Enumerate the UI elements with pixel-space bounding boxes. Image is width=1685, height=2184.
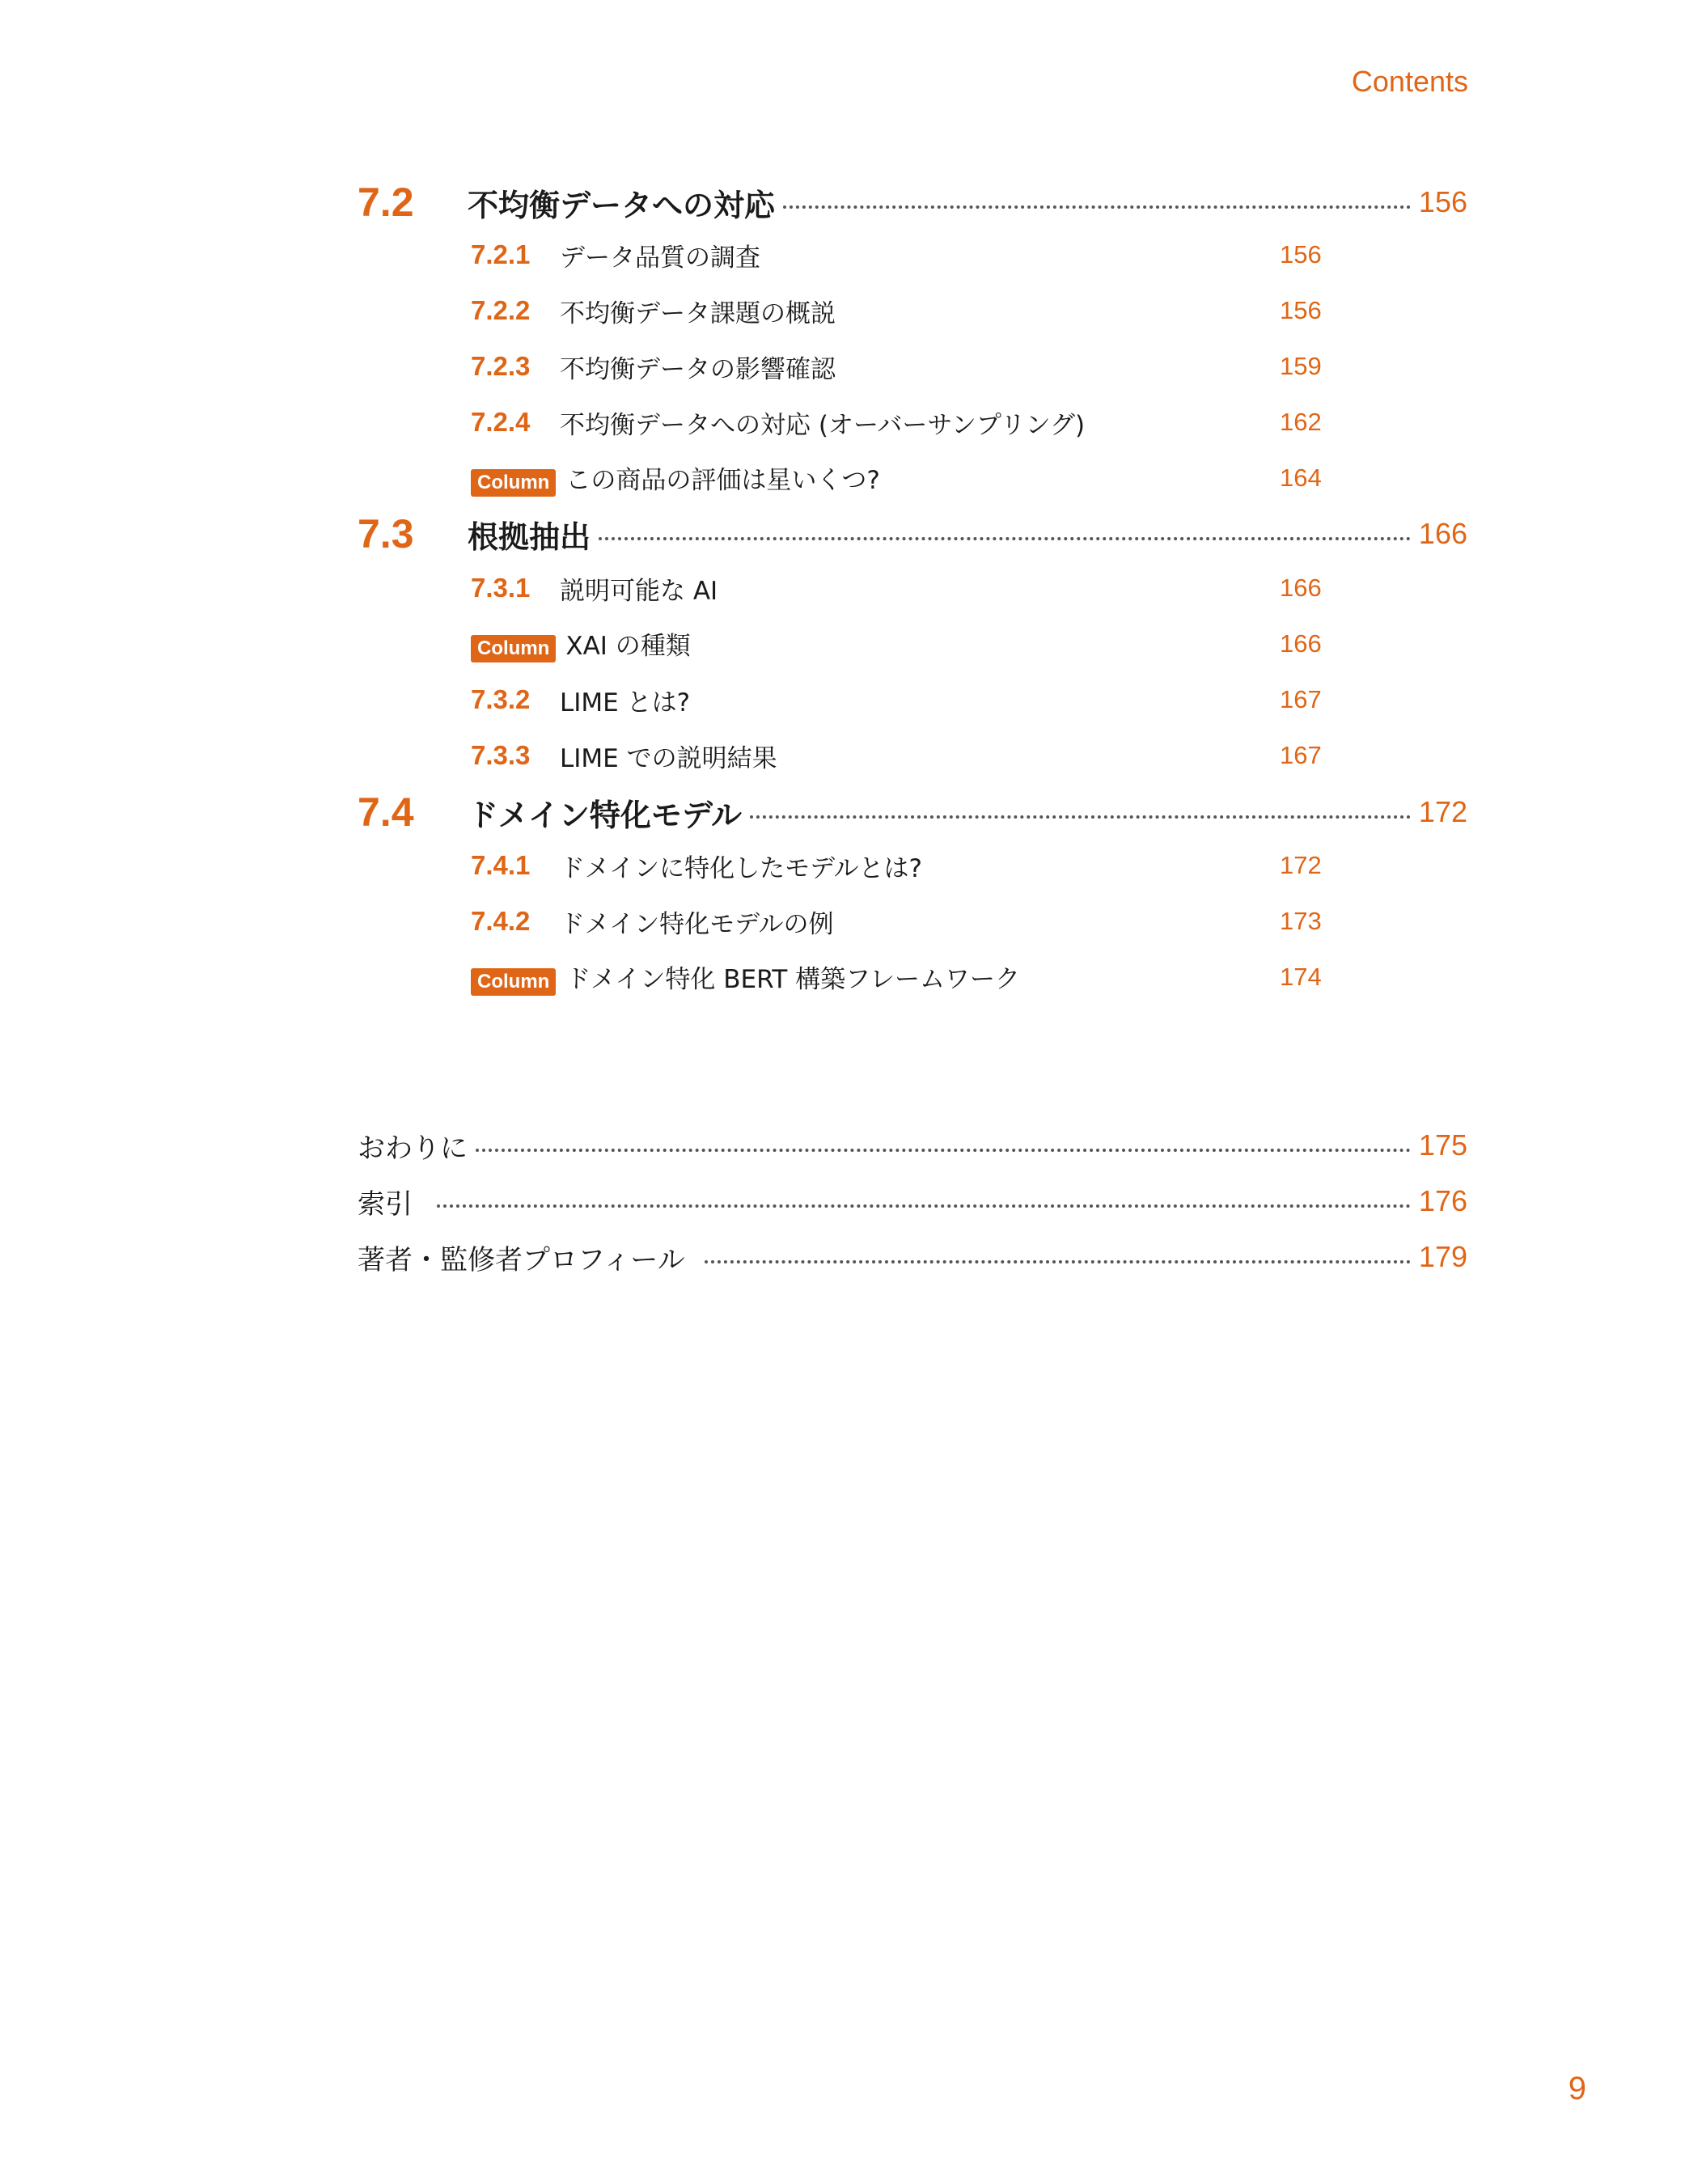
entry-title: 不均衡データの影響確認 (560, 354, 836, 384)
entry-number: 7.4.2 (471, 906, 531, 936)
entry-title: LIME とは? (560, 688, 691, 717)
entry-number: 7.2.2 (471, 295, 531, 325)
dot-leader (476, 1149, 1411, 1152)
section-page: 156 (1418, 185, 1467, 218)
dot-leader (599, 537, 1411, 540)
dot-leader (437, 1204, 1411, 1208)
entry-number: 7.2.3 (471, 351, 531, 381)
entry-page: 159 (1280, 352, 1322, 380)
backmatter-title: 索引 (358, 1187, 413, 1221)
page-number: 9 (1568, 2071, 1586, 2106)
toc-entry-7-4-1[interactable] (471, 845, 1328, 886)
entry-title: ドメイン特化モデルの例 (560, 909, 834, 939)
entry-page: 173 (1280, 907, 1322, 935)
entry-number: 7.2.4 (471, 407, 531, 437)
section-page: 166 (1418, 517, 1467, 550)
entry-title: ドメインに特化したモデルとは? (560, 853, 922, 883)
entry-number: 7.3.3 (471, 740, 531, 770)
entry-title: 説明可能な AI (560, 576, 718, 606)
backmatter-page: 179 (1418, 1240, 1467, 1273)
toc-column-entry[interactable] (471, 624, 1328, 664)
entry-number: 7.3.1 (471, 573, 531, 603)
toc-entry-7-2-3[interactable] (471, 346, 1328, 387)
entry-page: 167 (1280, 685, 1322, 713)
backmatter-title: おわりに (358, 1132, 468, 1165)
entry-title: 不均衡データへの対応 (オーバーサンプリング) (560, 410, 1086, 440)
section-number: 7.2 (358, 180, 414, 225)
entry-title: 不均衡データ課題の概説 (560, 298, 836, 328)
section-number: 7.4 (358, 789, 414, 835)
toc-entry-7-3-1[interactable] (471, 568, 1328, 608)
entry-title: ドメイン特化 BERT 構築フレームワーク (565, 965, 1020, 994)
toc-section-7-4[interactable] (358, 788, 1467, 836)
toc-column-entry[interactable] (471, 458, 1328, 498)
section-page: 172 (1418, 795, 1467, 828)
toc-column-entry[interactable] (471, 957, 1328, 997)
dot-leader (705, 1260, 1411, 1263)
toc-entry-7-2-1[interactable] (471, 235, 1328, 275)
section-number: 7.3 (358, 511, 414, 557)
toc-entry-7-2-2[interactable] (471, 290, 1328, 331)
section-title: 根拠抽出 (468, 518, 591, 555)
entry-page: 164 (1280, 463, 1322, 492)
entry-title: LIME での説明結果 (560, 743, 777, 773)
backmatter-title: 著者・監修者プロフィール (358, 1243, 685, 1276)
backmatter-page: 176 (1418, 1184, 1467, 1217)
entry-number: 7.3.2 (471, 684, 531, 714)
column-badge: Column (471, 968, 556, 996)
entry-page: 166 (1280, 629, 1322, 658)
entry-number: 7.2.1 (471, 239, 531, 269)
entry-page: 166 (1280, 574, 1322, 602)
entry-page: 172 (1280, 851, 1322, 879)
toc-entry-7-3-3[interactable] (471, 735, 1328, 776)
toc-entry-7-4-2[interactable] (471, 901, 1328, 942)
toc-entry-7-2-4[interactable] (471, 402, 1328, 442)
entry-page: 156 (1280, 296, 1322, 324)
section-title: 不均衡データへの対応 (468, 187, 776, 223)
dot-leader (783, 205, 1411, 209)
section-title: ドメイン特化モデル (468, 797, 742, 833)
toc-entry-7-3-2[interactable] (471, 679, 1328, 720)
toc-section-7-3[interactable] (358, 510, 1467, 558)
entry-title: XAI の種類 (565, 632, 691, 661)
toc-backmatter-index[interactable] (358, 1179, 1467, 1224)
toc-backmatter-authors[interactable] (358, 1234, 1467, 1280)
running-header: Contents (1351, 65, 1468, 98)
toc-section-7-2[interactable] (358, 178, 1467, 226)
entry-page: 174 (1280, 963, 1322, 991)
column-badge: Column (471, 469, 556, 497)
dot-leader (750, 815, 1411, 819)
toc-backmatter-afterword[interactable] (358, 1123, 1467, 1168)
column-badge: Column (471, 635, 556, 662)
entry-title: この商品の評価は星いくつ? (565, 466, 880, 495)
backmatter-page: 175 (1418, 1128, 1467, 1162)
entry-number: 7.4.1 (471, 850, 531, 880)
entry-page: 162 (1280, 408, 1322, 436)
entry-page: 156 (1280, 240, 1322, 269)
entry-page: 167 (1280, 741, 1322, 769)
entry-title: データ品質の調査 (560, 243, 760, 273)
